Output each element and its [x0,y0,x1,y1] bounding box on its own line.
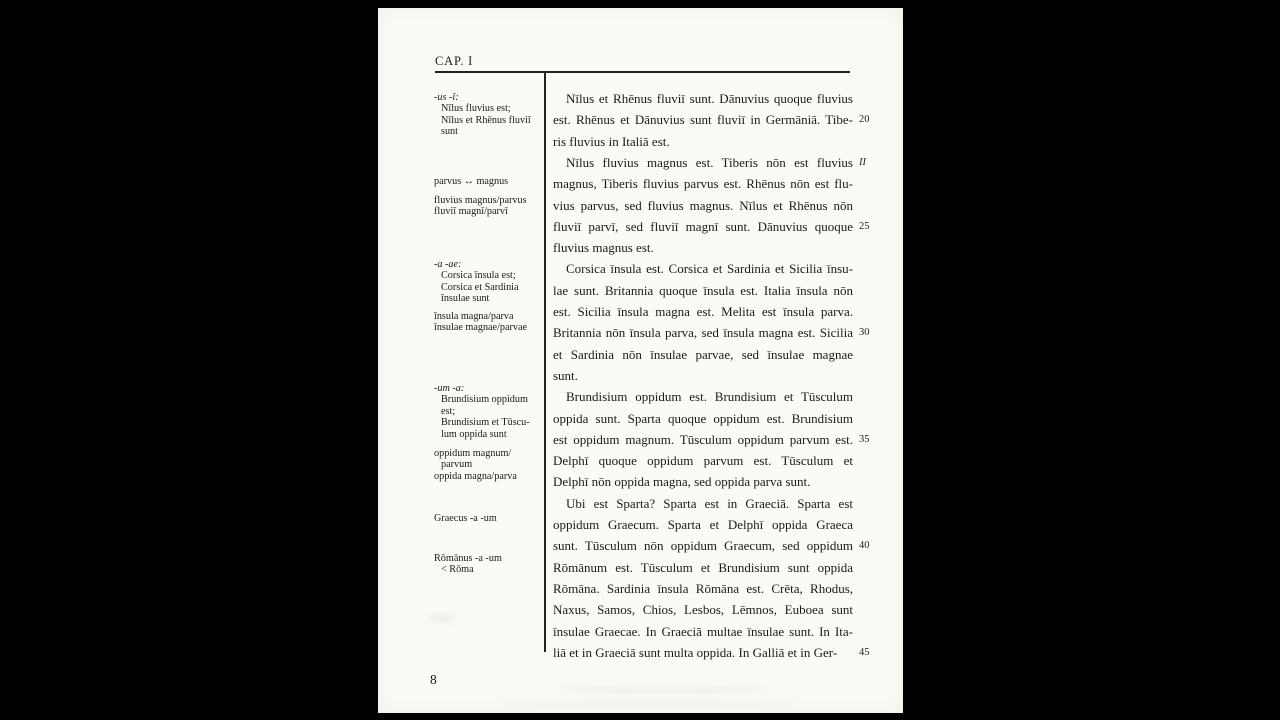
text-line: Britannia nōn īnsula parva, sed īnsula magna est. Sicilia [553,325,853,341]
margin-note-line: fluvius magnus/parvus [434,195,527,206]
margin-note-line: sunt [441,126,458,138]
margin-note-block [434,513,546,524]
line-number: 40 [859,540,870,552]
text-line: Delphī nōn oppida magna, sed oppida parva sunt. [553,474,811,490]
scan-artifact [558,686,768,693]
margin-note-block [434,176,546,187]
margin-note-line: -a -ae: [434,259,462,270]
text-line: vius parvus, sed fluvius magnus. Nīlus et Rhēnus nōn [553,197,853,213]
margin-note-line: parvus ↔ magnus [434,176,509,187]
text-line: est. Sicilia īnsula magna est. Melita est īnsula parva. [553,304,853,319]
header-rule [435,71,850,73]
text-line: Naxus, Samos, Chios, Lesbos, Lēmnos, Euboea sunt [553,602,853,618]
margin-note-line: lum oppida sunt [441,428,507,440]
margin-note-block [434,383,546,440]
main-text-column [553,88,853,670]
text-line: sunt. Tūsculum nōn oppidum Graecum, sed oppidum [553,538,853,554]
margin-note-line: oppida magna/parva [434,470,517,482]
margin-note-line: Nīlus et Rhēnus fluviī [441,114,531,126]
line-number: 45 [859,646,870,658]
text-line: Delphī quoque oppidum parvum est. Tūsculum et [553,453,853,469]
text-line: fluvius magnus est. [553,240,654,256]
margin-note-line: Nīlus fluvius est; [441,103,511,115]
text-line: Corsica īnsula est. Corsica et Sardinia et Sicilia īnsu- [566,261,853,277]
text-line: est. Rhēnus et Dānuvius sunt fluviī in Germāniā. Tibe- [553,112,853,128]
text-line: est oppidum magnum. Tūsculum oppidum parvum est. [553,431,853,447]
letterbox-right-bar [903,0,1280,720]
scan-artifact [498,700,798,706]
text-line: Nīlus fluvius magnus est. Tiberis nōn est fluvius [566,154,853,170]
text-line: fluviī parvī, sed fluviī magnī sunt. Dānuvius quoque [553,218,853,234]
text-line: ris fluvius in Italiā est. [553,133,670,149]
letterbox-left-bar [0,0,378,720]
page-number: 8 [430,672,437,687]
line-number: 20 [859,114,870,126]
margin-note-line: oppidum magnum/ [434,448,512,459]
text-line: Rōmāna. Sardinia īnsula Rōmāna est. Crēta, Rhodus, [553,580,853,596]
margin-note-line: est; [441,405,456,417]
margin-note-line: Corsica et Sardinia [441,281,519,293]
text-line: Brundisium oppidum est. Brundisium et Tūsculum [566,389,853,405]
line-number: 35 [859,433,870,445]
margin-note-block [434,259,546,305]
text-line: Rōmānum est. Tūsculum et Brundisium sunt oppida [553,559,853,575]
book-page [378,8,903,713]
text-line: oppida sunt. Sparta quoque oppidum est. Brundisium [553,410,853,426]
margin-note-line: -um -a: [434,383,465,394]
margin-note-line: īnsulae magnae/parvae [434,322,528,334]
margin-note-line: < Rōma [441,564,474,576]
margin-note-line: īnsula magna/parva [434,311,514,322]
margin-note-block [434,311,546,334]
line-number: 25 [859,220,870,232]
margin-note-line: fluviī magnī/parvī [434,206,508,218]
margin-note-line: Rōmānus -a -um [434,553,502,564]
margin-note-block [434,92,546,138]
margin-note-line: -us -ī: [434,92,459,103]
margin-note-line: Brundisium et Tūscu- [441,417,530,429]
margin-note-line: Corsica īnsula est; [441,270,516,282]
text-line: sunt. [553,367,578,383]
text-line: Ubi est Sparta? Sparta est in Graeciā. Sparta est [566,495,853,511]
text-line: liā et in Graeciā sunt multa oppida. In Galliā et in Ger- [553,644,838,660]
margin-note-block [434,448,546,482]
margin-note-line: parvum [441,459,473,471]
margin-note-line: īnsulae sunt [441,293,490,305]
margin-note-line: Graecus -a -um [434,513,497,524]
text-line: et Sardinia nōn īnsulae parvae, sed īnsulae magnae [553,346,853,362]
text-line: īnsulae Graecae. In Graeciā multae īnsulae sunt. In Ita- [553,623,853,639]
line-number: II [859,156,866,168]
line-number: 30 [859,327,870,339]
margin-note-block [434,195,546,218]
text-line: Nīlus et Rhēnus fluviī sunt. Dānuvius quoque fluvius [566,91,853,106]
scan-artifact [430,614,456,622]
margin-note-line: Brundisium oppidum [441,394,528,406]
text-line: oppidum Graecum. Sparta et Delphī oppida Graeca [553,517,853,532]
chapter-header: CAP. I [435,54,474,68]
margin-note-block [434,553,546,576]
text-line: lae sunt. Britannia quoque īnsula est. Italia īnsula nōn [553,282,853,298]
text-line: magnus, Tiberis fluvius parvus est. Rhēnus nōn est flu- [553,176,853,192]
